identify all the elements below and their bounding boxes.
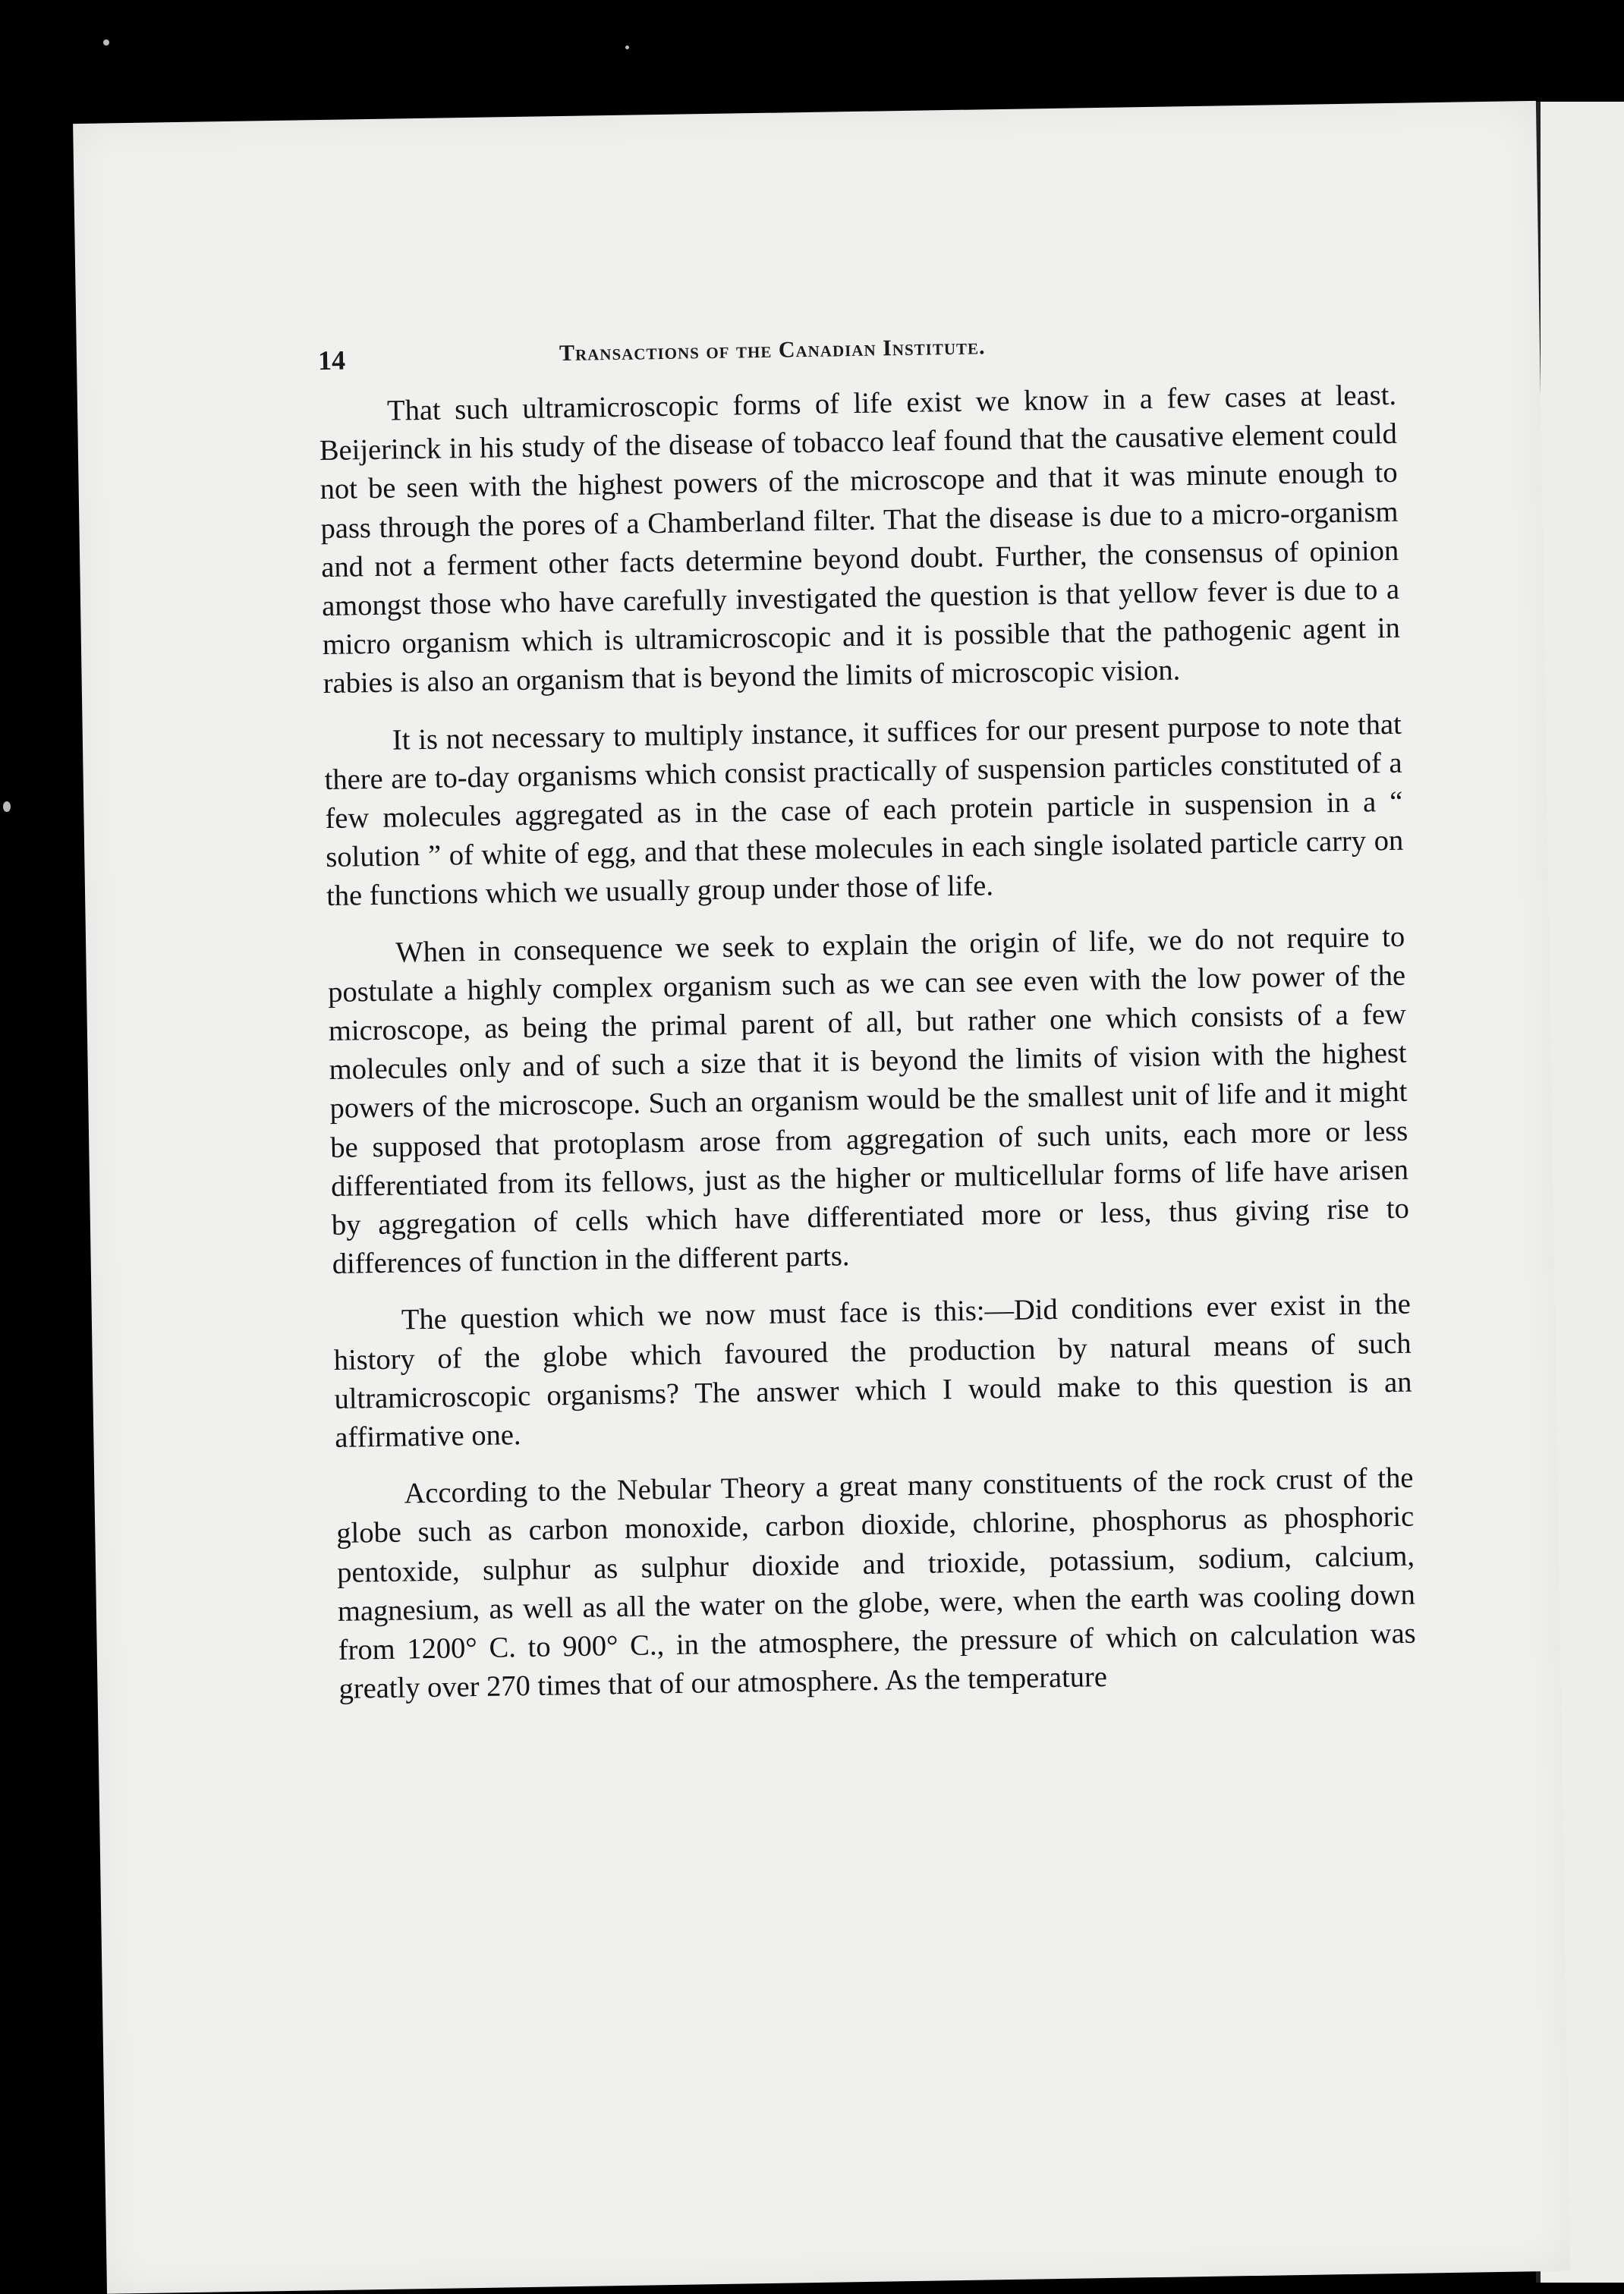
page-header [318, 322, 1396, 384]
scanned-page [73, 101, 1570, 2294]
paragraph-5: According to the Nebular Theory a great many constituents of the rock crust of the globe such as carbon monoxide, carbon dioxide, chlorine, phosphorus as phosphoric pentoxide, sulphur as sulphur dioxide and trioxide, potassium, sodium, calcium, magnesium, as well as all the water on the globe, were, when the earth was cooling down from 1200° C. to 900° C., in the atmosphere, the pressure of which on calculation was greatly over 270 times that of our atmosphere. As the temperature [336, 1462, 1416, 1706]
page-number: 14 [317, 345, 346, 376]
paragraph-2: It is not necessary to multiply instance, it suffices for our present purpose to note that there are to-day organisms which consist practically of suspension particles constituted of a few molecules aggregated as in the case of each protein particle in suspension in a “ solution ” of white of egg, and that these molecules in each single isolated particle carry on the functions which we usually group under those of life. [324, 708, 1404, 913]
scan-speck [625, 46, 629, 49]
paragraph-1: That such ultramicroscopic forms of life exist we know in a few cases at least. Beijerinck in his study of the disease of tobacco leaf found that the causative element could not be seen with the highest powers of the microscope and that it was minute enough to pass through the pores of a Chamberland filter. That the disease is due to a micro-organism and not a ferment other facts determine beyond doubt. Further, the consensus of opinion amongst those who have carefully investigated the question is that yellow fever is due to a micro organism which is ultramicroscopic and it is possible that the pathogenic agent in rabies is also an organism that is beyond the limits of microscopic vision. [319, 379, 1401, 700]
scan-speck [3, 801, 11, 812]
scan-speck [103, 39, 109, 46]
body-text [319, 376, 1417, 1728]
paragraph-4: The question which we now must face is this:—Did conditions ever exist in the history of the globe which favoured the production by natural means of such ultramicroscopic organisms? The answer which I would make to this question is an affirmative one. [333, 1289, 1412, 1455]
running-head: Transactions of the Canadian Institute. [559, 334, 986, 367]
paragraph-3: When in consequence we seek to explain the origin of life, we do not require to postulate a highly complex organism such as we can see even with the low power of the microscope, as being the primal parent of all, but rather one which consists of a few molecules only and of such a size that it is beyond the limits of vision with the highest powers of the microscope. Such an organism would be the smallest unit of life and it might be supposed that protoplasm arose from aggregation of such units, each more or less differentiated from its fellows, just as the higher or multicellular forms of life have arisen by aggregation of cells which have differentiated more or less, thus giving rise to differences of function in the different parts. [327, 920, 1410, 1281]
